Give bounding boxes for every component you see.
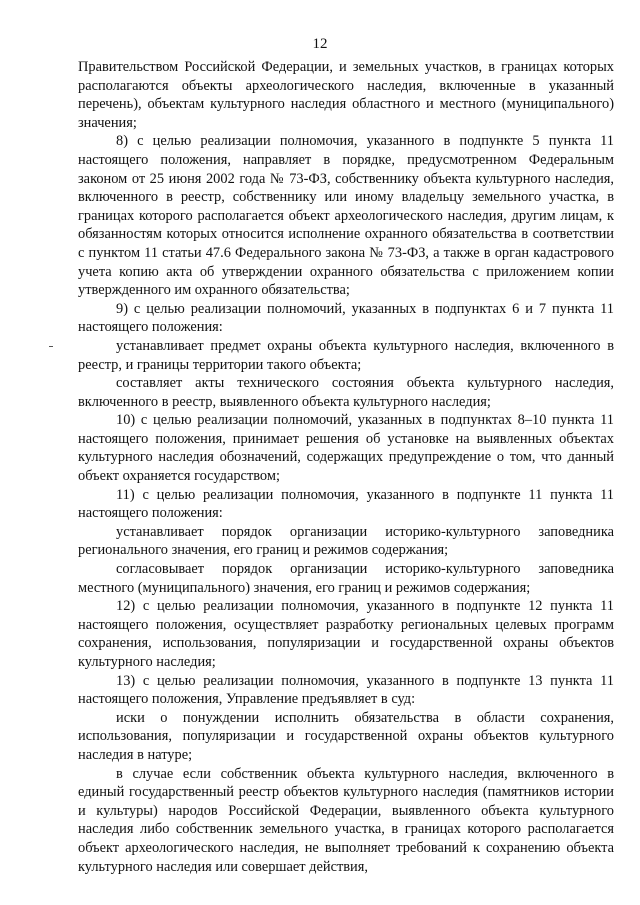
page-number: 12 [312, 36, 328, 52]
paragraph-item-11: 11) с целью реализации полномочия, указанного в подпункте 11 пункта 11 настоящего положения: [78, 486, 614, 522]
document-body [78, 58, 614, 876]
paragraph-item-13-b: в случае если собственник объекта культурного наследия, включенного в единый государственный реестр объектов культурного наследия (памятников истории и культуры) народов Российской Федерации, выявленного объекта культурного наследия либо собственник земельного участка, в границах которого располагается объект археологического наследия, не выполняет требований к сохранению объекта культурного наследия или совершает действия, [78, 765, 614, 875]
margin-mark [49, 346, 53, 347]
paragraph-continuation: Правительством Российской Федерации, и земельных участков, в границах которых располагаются объекты археологического наследия, включенные в указанный перечень), объектам культурного наследия областного и местного (муниципального) значения; [78, 59, 614, 131]
paragraph-item-11-b: согласовывает порядок организации историко-культурного заповедника местного (муниципального) значения, его границ и режимов содержания; [78, 561, 614, 596]
paragraph-item-13: 13) с целью реализации полномочия, указанного в подпункте 13 пункта 11 настоящего положения, Управление предъявляет в суд: [78, 672, 614, 708]
paragraph-item-12: 12) с целью реализации полномочия, указанного в подпункте 12 пункта 11 настоящего положения, осуществляет разработку региональных целевых программ сохранения, использования, популяризации и государственной охраны объектов культурного наследия; [78, 598, 614, 670]
paragraph-item-9: 9) с целью реализации полномочий, указанных в подпунктах 6 и 7 пункта 11 настоящего положения: [78, 300, 614, 336]
paragraph-item-9-a: устанавливает предмет охраны объекта культурного наследия, включенного в реестр, и границы территории такого объекта; [78, 337, 614, 373]
paragraph-item-10: 10) с целью реализации полномочий, указанных в подпунктах 8–10 пункта 11 настоящего положения, принимает решения об установке на выявленных объектах культурного наследия обозначений, содержащих предупреждение о том, что данный объект охраняется государством; [78, 412, 614, 485]
paragraph-item-8: 8) с целью реализации полномочия, указанного в подпункте 5 пункта 11 настоящего положения, направляет в порядке, предусмотренном Федеральным законом от 25 июня 2002 года № 73-ФЗ, собственнику объекта культурного наследия, включенного в реестр, собственнику или иному владельцу земельного участка, в границах которого располагается объект археологического наследия, другим лицам, к обязанностям которых относится исполнение охранного обязательства в соответствии с пунктом 11 статьи 47.6 Федерального закона № 73-ФЗ, а также в орган кадастрового учета копию акта об утверждении охранного обязательства с приложением копии утвержденного им охранного обязательства; [78, 133, 614, 299]
paragraph-item-9-b: составляет акты технического состояния объекта культурного наследия, включенного в реестр, выявленного объекта культурного наследия; [78, 375, 614, 410]
paragraph-item-13-a: иски о понуждении исполнить обязательства в области сохранения, использования, популяризации и государственной охраны объектов культурного наследия в натуре; [78, 709, 614, 763]
paragraph-item-11-a: устанавливает порядок организации историко-культурного заповедника регионального значения, его границ и режимов содержания; [78, 523, 614, 559]
